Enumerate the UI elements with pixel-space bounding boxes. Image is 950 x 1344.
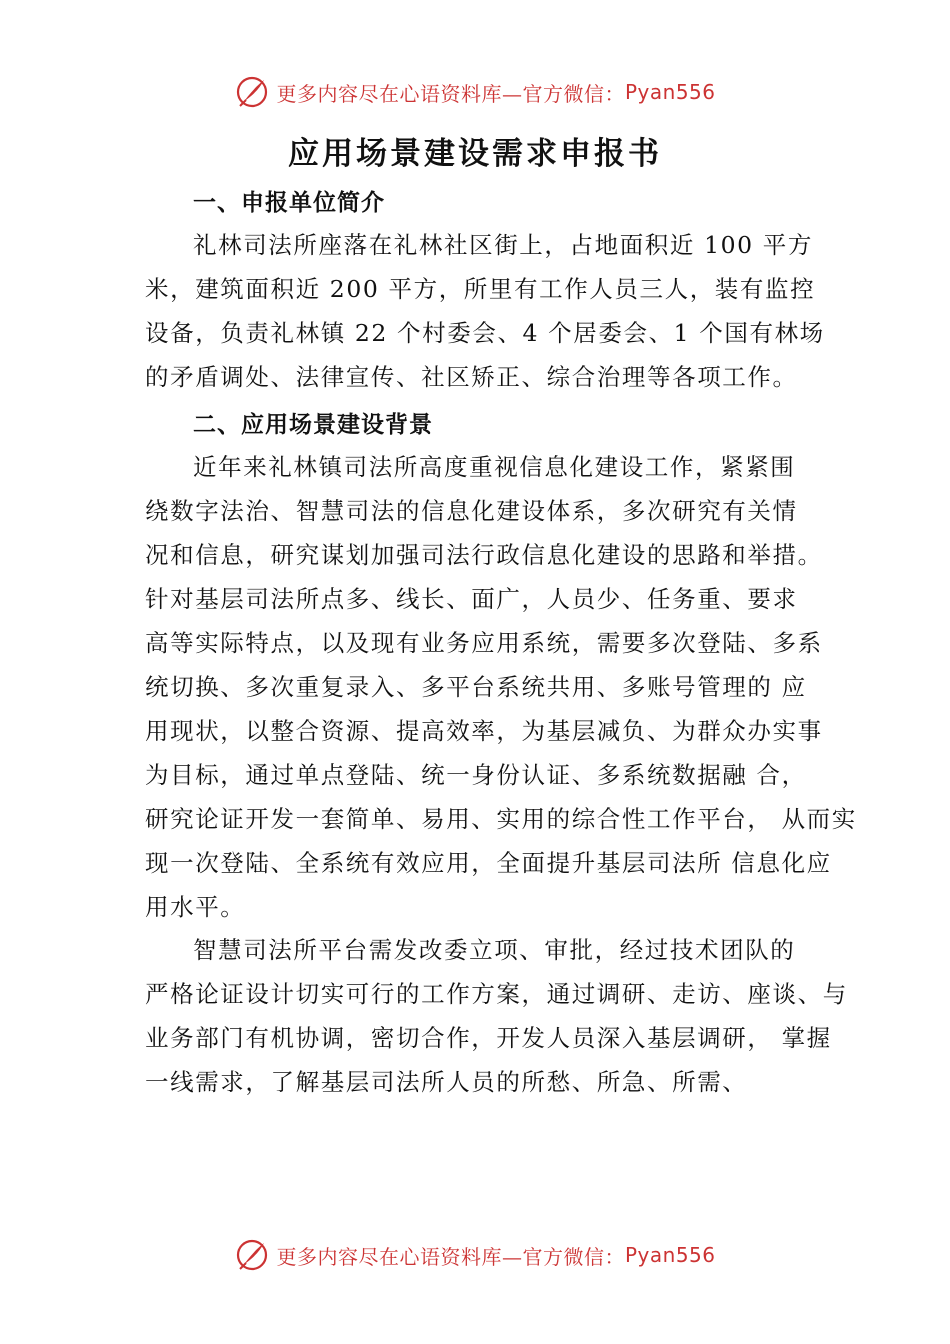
- watermark-text: 更多内容尽在心语资料库—官方微信：: [276, 81, 625, 106]
- section1-heading: 一、申报单位简介: [193, 190, 385, 216]
- text-line: 高等实际特点，以及现有业务应用系统，需要多次登陆、多系: [145, 629, 823, 657]
- watermark-text: 更多内容尽在心语资料库—官方微信：: [276, 1244, 625, 1269]
- header-watermark: [0, 74, 950, 110]
- text-line: 智慧司法所平台需发改委立项、审批，经过技术团队的: [193, 936, 796, 964]
- text-line: 设备，负责礼林镇 22 个村委会、4 个居委会、1 个国有林场: [145, 319, 825, 347]
- text-line: 业务部门有机协调，密切合作，开发人员深入基层调研， 掌握: [145, 1024, 832, 1052]
- text-line: 一线需求，了解基层司法所人员的所愁、所急、所需、: [145, 1068, 748, 1096]
- text-line: 针对基层司法所点多、线长、面广，人员少、任务重、要求: [145, 585, 798, 613]
- quill-logo-icon: [234, 1237, 270, 1273]
- text-line: 严格论证设计切实可行的工作方案，通过调研、走访、座谈、与: [145, 980, 848, 1008]
- text-line: 米，建筑面积近 200 平方，所里有工作人员三人，装有监控: [145, 275, 816, 303]
- quill-logo-icon: [234, 74, 270, 110]
- section2-heading: 二、应用场景建设背景: [193, 412, 433, 438]
- text-line: 研究论证开发一套简单、易用、实用的综合性工作平台， 从而实: [145, 805, 857, 833]
- footer-watermark: [0, 1237, 950, 1273]
- text-line: 近年来礼林镇司法所高度重视信息化建设工作，紧紧围: [193, 453, 796, 481]
- text-line: 统切换、多次重复录入、多平台系统共用、多账号管理的 应: [145, 673, 807, 701]
- section1-paragraph: [145, 223, 835, 399]
- document-title: 应用场景建设需求申报书: [288, 136, 662, 172]
- text-line: 用水平。: [145, 893, 246, 921]
- watermark-wechat-id: Pyan556: [624, 80, 716, 104]
- text-line: 的矛盾调处、法律宣传、社区矫正、综合治理等各项工作。: [145, 363, 798, 391]
- text-line: 况和信息，研究谋划加强司法行政信息化建设的思路和举措。: [145, 541, 823, 569]
- watermark-wechat-id: Pyan556: [624, 1243, 716, 1267]
- text-line: 现一次登陆、全系统有效应用，全面提升基层司法所 信息化应: [145, 849, 832, 877]
- text-line: 礼林司法所座落在礼林社区街上，占地面积近 100 平方: [193, 231, 813, 259]
- section2-paragraph-2: [145, 928, 848, 1104]
- section2-paragraph-1: [145, 445, 857, 929]
- text-line: 用现状，以整合资源、提高效率，为基层减负、为群众办实事: [145, 717, 823, 745]
- text-line: 为目标，通过单点登陆、统一身份认证、多系统数据融 合，: [145, 761, 807, 789]
- text-line: 绕数字法治、智慧司法的信息化建设体系，多次研究有关情: [145, 497, 798, 525]
